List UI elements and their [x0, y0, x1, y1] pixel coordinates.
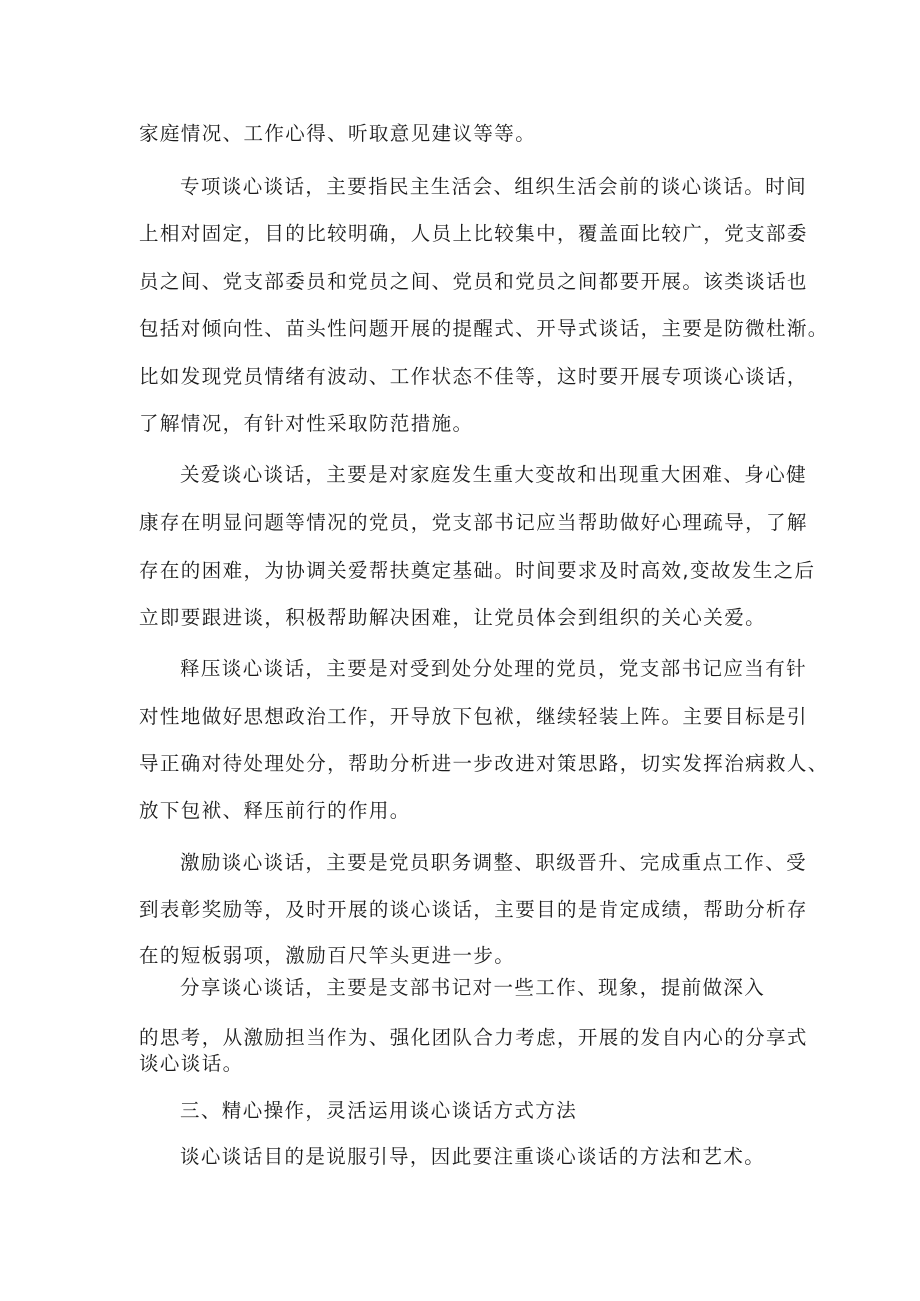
paragraph-start-line: 谈心谈话目的是说服引导，因此要注重谈心谈话的方法和艺术。 — [180, 1145, 766, 1168]
paragraph-start-line: 激励谈心谈话，主要是党员职务调整、职级晋升、完成重点工作、受 — [180, 851, 808, 874]
text-line: 比如发现党员情绪有波动、工作状态不佳等，这时要开展专项谈心谈话， — [139, 365, 808, 388]
text-line: 导正确对待处理处分，帮助分析进一步改进对策思路，切实发挥治病救人、 — [139, 752, 829, 775]
paragraph-start-line: 释压谈心谈话，主要是对受到处分处理的党员，党支部书记应当有针 — [180, 657, 808, 680]
text-line: 上相对固定，目的比较明确，人员上比较集中，覆盖面比较广，党支部委 — [139, 222, 808, 245]
text-line: 谈心谈话。 — [139, 1052, 244, 1075]
text-line: 放下包袱、释压前行的作用。 — [139, 799, 411, 822]
text-line: 立即要跟进谈，积极帮助解决困难，让党员体会到组织的关心关爱。 — [139, 606, 767, 629]
text-line: 了解情况，有针对性采取防范措施。 — [139, 412, 474, 435]
text-line: 存在的困难，为协调关爱帮扶奠定基础。时间要求及时高效,变故发生之后 — [139, 559, 816, 582]
text-line: 在的短板弱项，激励百尺竿头更进一步。 — [139, 944, 516, 967]
paragraph-start-line: 专项谈心谈话，主要指民主生活会、组织生活会前的谈心谈话。时间 — [180, 175, 808, 198]
paragraph-start-line: 分享谈心谈话，主要是支部书记对一些工作、现象，提前做深入 — [180, 976, 766, 999]
text-line: 康存在明显问题等情况的党员，党支部书记应当帮助做好心理疏导，了解 — [139, 511, 808, 534]
paragraph-start-line: 关爱谈心谈话，主要是对家庭发生重大变故和出现重大困难、身心健 — [180, 463, 808, 486]
text-line: 员之间、党支部委员和党员之间、党员和党员之间都要开展。该类谈话也 — [139, 270, 808, 293]
text-line: 到表彰奖励等，及时开展的谈心谈话，主要目的是肯定成绩，帮助分析存 — [139, 898, 808, 921]
text-line: 家庭情况、工作心得、听取意见建议等等。 — [139, 122, 537, 145]
text-line: 对性地做好思想政治工作，开导放下包袱，继续轻装上阵。主要目标是引 — [139, 705, 808, 728]
text-line: 包括对倾向性、苗头性问题开展的提醒式、开导式谈话，主要是防微杜渐。 — [139, 317, 829, 340]
text-line: 的思考，从激励担当作为、强化团队合力考虑，开展的发自内心的分享式 — [139, 1026, 808, 1049]
section-heading: 三、精心操作，灵活运用谈心谈话方式方法 — [180, 1099, 578, 1122]
